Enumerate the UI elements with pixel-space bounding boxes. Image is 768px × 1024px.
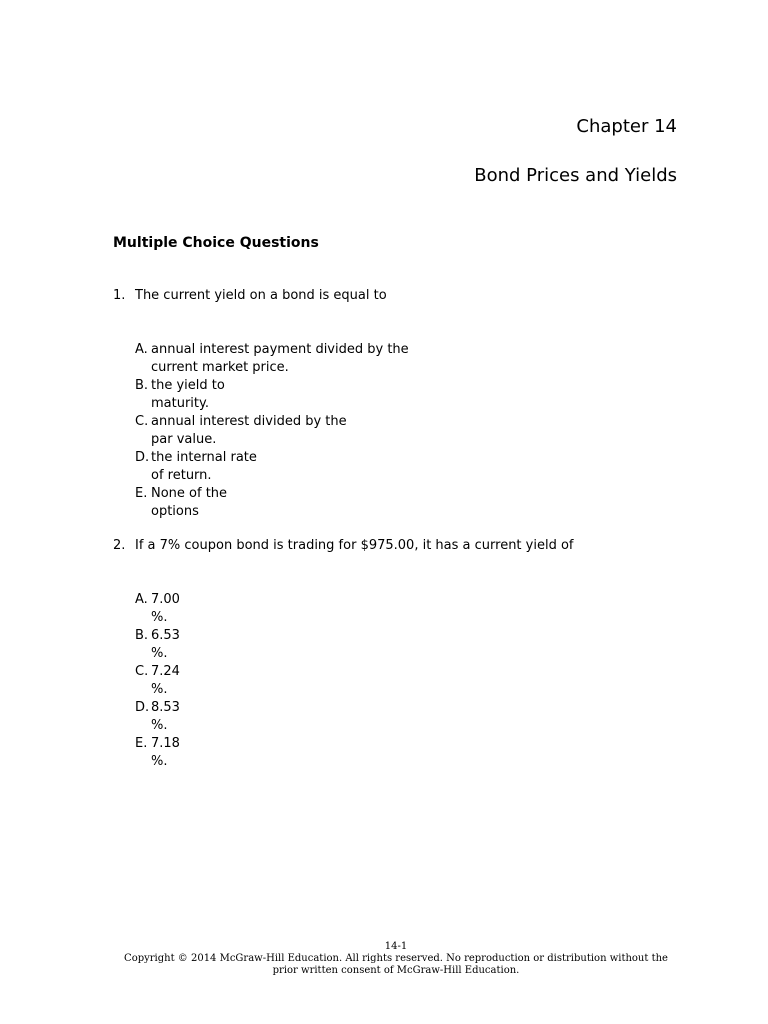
copyright-notice: Copyright © 2014 McGraw-Hill Education. All rights reserved. No reproduction or distribution without the prior written consent of McGraw-Hill Education.	[124, 953, 668, 976]
option-text: 7.18 %.	[151, 736, 180, 769]
answer-option	[135, 663, 713, 698]
question-2	[113, 537, 713, 771]
question-1	[113, 287, 713, 521]
option-letter: A.	[135, 342, 148, 357]
answer-option	[135, 485, 713, 520]
option-text: 6.53 %.	[151, 628, 180, 661]
option-text: annual interest divided by the par value.	[151, 414, 347, 447]
option-letter: E.	[135, 736, 148, 751]
answer-option	[135, 735, 713, 770]
question-text: If a 7% coupon bond is trading for $975.00, it has a current yield of	[135, 538, 574, 553]
answer-options	[135, 591, 713, 770]
answer-option	[135, 699, 713, 734]
option-letter: E.	[135, 486, 148, 501]
answer-option	[135, 449, 713, 484]
section-heading: Multiple Choice Questions	[113, 235, 319, 251]
answer-option	[135, 591, 713, 626]
option-letter: B.	[135, 378, 149, 393]
chapter-number: Chapter 14	[576, 116, 677, 137]
answer-option	[135, 413, 713, 448]
answer-option	[135, 377, 713, 412]
option-letter: C.	[135, 414, 149, 429]
answer-options	[135, 341, 713, 520]
question-text: The current yield on a bond is equal to	[135, 288, 387, 303]
chapter-title: Bond Prices and Yields	[474, 165, 677, 186]
option-text: None of the options	[151, 486, 228, 519]
option-letter: D.	[135, 450, 150, 465]
option-text: the yield to maturity.	[151, 378, 225, 411]
option-text: annual interest payment divided by the current market price.	[151, 342, 409, 375]
question-stem	[113, 287, 713, 305]
option-text: the internal rate of return.	[151, 450, 257, 483]
question-stem	[113, 537, 713, 555]
option-text: 7.24 %.	[151, 664, 180, 697]
option-text: 7.00 %.	[151, 592, 180, 625]
question-number: 2.	[113, 538, 126, 553]
option-letter: C.	[135, 664, 149, 679]
answer-option	[135, 627, 713, 662]
option-letter: A.	[135, 592, 148, 607]
page-number: 14-1	[384, 941, 408, 952]
question-number: 1.	[113, 288, 126, 303]
answer-option	[135, 341, 713, 376]
option-letter: B.	[135, 628, 149, 643]
page-footer	[120, 941, 672, 977]
option-letter: D.	[135, 700, 150, 715]
option-text: 8.53 %.	[151, 700, 180, 733]
